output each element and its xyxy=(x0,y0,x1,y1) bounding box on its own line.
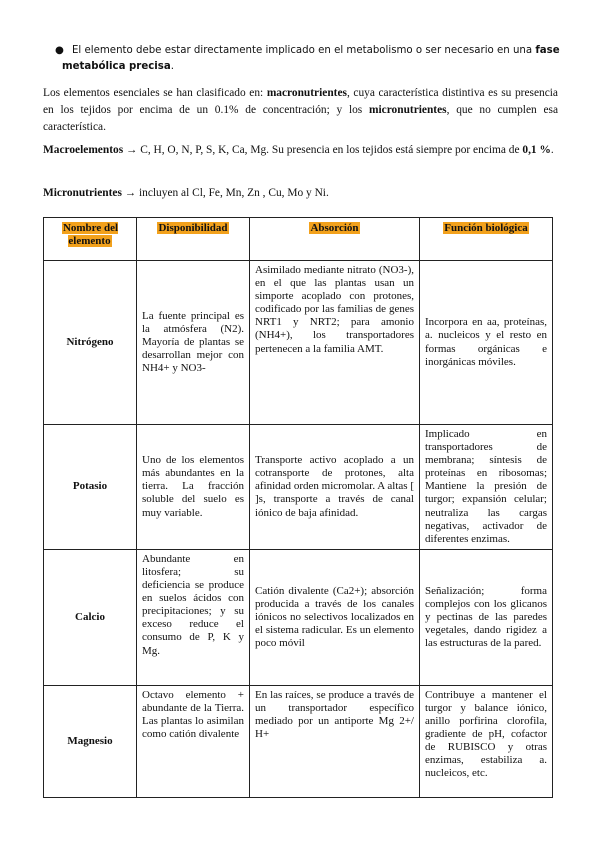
bullet-dot-icon: ● xyxy=(55,45,64,56)
row-absorption: En las raíces, se produce a través de un transportador específico mediado por un antiporte Mg 2+/ H+ xyxy=(250,685,420,797)
intro-part1: Los elementos esenciales se han clasificado en: xyxy=(43,87,267,99)
row-function: Implicado en transportadores de membrana; síntesis de proteínas en ribosomas; Mantiene la presión de turgor; expansión celular; neutraliza las cargas negativas, activador de diferentes enzimas. xyxy=(420,425,553,550)
row-name: Potasio xyxy=(44,425,137,550)
row-availability: Uno de los elementos más abundantes en la tierra. La fracción soluble del suelo es muy variable. xyxy=(137,425,250,550)
table-row xyxy=(44,685,553,797)
macro-end: . xyxy=(550,144,554,156)
table-row xyxy=(44,261,553,425)
row-name: Calcio xyxy=(44,549,137,685)
row-function: Contribuye a mantener el turgor y balance iónico, anillo porfirina clorofila, gradiente de pH, cofactor de RUBISCO y otras enzimas, estabiliza a. nucleicos, etc. xyxy=(420,685,553,797)
bullet-end: . xyxy=(170,61,174,72)
bullet-text: El elemento debe estar directamente implicado en el metabolismo o ser necesario en una xyxy=(72,45,536,56)
row-availability: Octavo elemento + abundante de la Tierra. Las plantas lo asimilan como catión divalente xyxy=(137,685,250,797)
row-function: Incorpora en aa, proteínas, a. nucleicos y el resto en formas orgánicas e inorgánicas móviles. xyxy=(420,261,553,425)
row-name: Nitrógeno xyxy=(44,261,137,425)
row-absorption: Catión divalente (Ca2+); absorción producida a través de los canales iónicos no selectivos localizados en el sistema radicular. Es un elemento poco móvil xyxy=(250,549,420,685)
row-name: Magnesio xyxy=(44,685,137,797)
intro-part3: , que no cumplen esa característica. xyxy=(43,104,559,133)
intro-micro-term: micronutrientes xyxy=(368,104,447,116)
bullet-bold-text: fase metabólica precisa xyxy=(62,45,560,72)
row-absorption: Transporte activo acoplado a un cotransporte de protones, alta afinidad orden micromolar. A altas [ ]s, transporte a través de canal iónico de baja afinidad. xyxy=(250,425,420,550)
macro-arrow: → xyxy=(123,144,141,156)
micro-label: Micronutrientes xyxy=(43,187,122,199)
header-absorption: Absorción xyxy=(250,218,420,261)
macro-text: C, H, O, N, P, S, K, Ca, Mg. Su presencia en los tejidos está siempre por encima de xyxy=(140,144,523,156)
header-name: Nombre del elemento xyxy=(44,218,137,261)
table-row xyxy=(44,425,553,550)
macro-paragraph xyxy=(43,142,558,159)
nutrients-table xyxy=(43,217,553,798)
table-row xyxy=(44,549,553,685)
intro-part2: , cuya característica distintiva es su presencia en los tejidos por encima de un 0.1% de concentración; y los xyxy=(43,87,558,116)
micro-arrow: → xyxy=(121,187,139,199)
bullet-item xyxy=(55,43,562,75)
row-function: Señalización; forma complejos con los glicanos y pectinas de las paredes vegetales, dando rigidez a las estructuras de la pared. xyxy=(420,549,553,685)
micro-paragraph xyxy=(43,185,558,202)
row-absorption: Asimilado mediante nitrato (NO3-), en el que las plantas usan un simporte acoplado con protones, codificado por las familias de genes NRT1 y NRT2; para amonio (NH4+), los transportadores pertenecen a la familia AMT. xyxy=(250,261,420,425)
header-availability: Disponibilidad xyxy=(137,218,250,261)
row-availability: Abundante en litosfera; su deficiencia se produce en suelos ácidos con precipitaciones; y su exceso reduce el consumo de P, K y Mg. xyxy=(137,549,250,685)
intro-macro-term: macronutrientes xyxy=(266,87,347,99)
table-header-row xyxy=(44,218,553,261)
macro-percent: 0,1 % xyxy=(522,144,551,156)
intro-paragraph xyxy=(43,85,558,136)
macro-label: Macroelementos xyxy=(43,144,124,156)
header-function: Función biológica xyxy=(420,218,553,261)
row-availability: La fuente principal es la atmósfera (N2). Mayoría de plantas se desarrollan mejor con NH4+ y NO3- xyxy=(137,261,250,425)
micro-text: incluyen al Cl, Fe, Mn, Zn , Cu, Mo y Ni. xyxy=(138,187,329,199)
